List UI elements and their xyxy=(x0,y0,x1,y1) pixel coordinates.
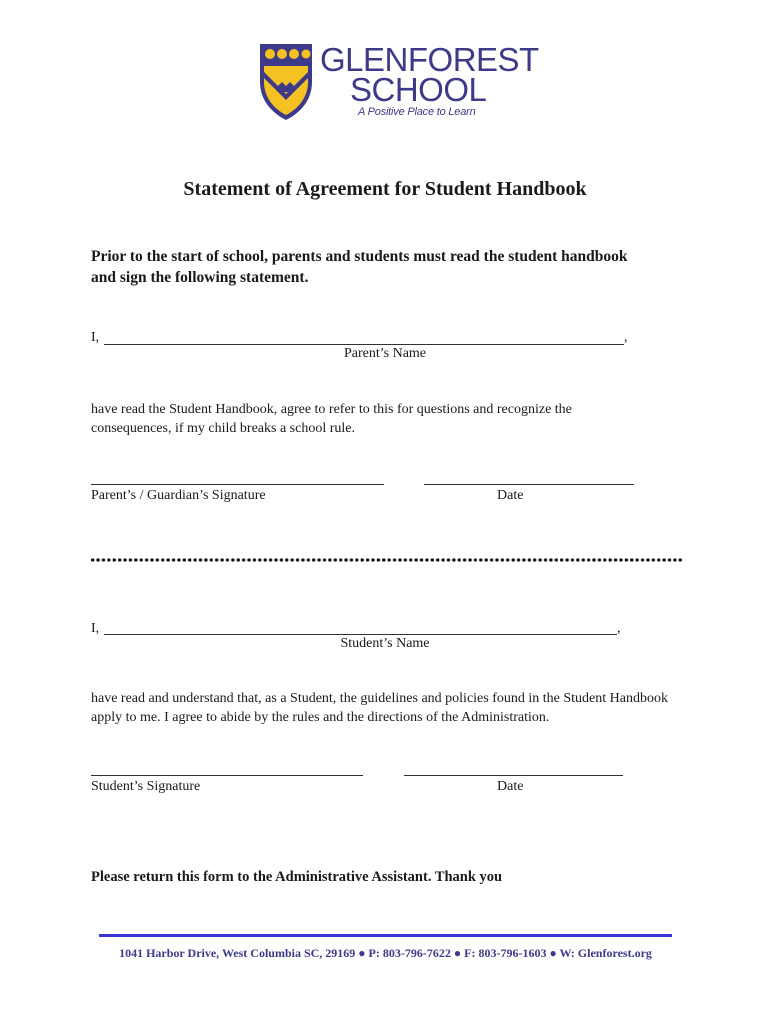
section-divider xyxy=(90,557,682,563)
footer-rule xyxy=(99,934,672,937)
school-crest-icon xyxy=(258,42,314,122)
student-name-caption: Student’s Name xyxy=(340,636,430,651)
parent-date-caption: Date xyxy=(497,488,524,503)
student-date-field[interactable] xyxy=(404,775,623,776)
student-name-prefix: I, xyxy=(91,621,100,636)
intro-text: Prior to the start of school, parents and students must read the student handbook and sign the following statement. xyxy=(91,248,628,286)
student-signature-field[interactable] xyxy=(91,775,363,776)
school-logo xyxy=(258,40,539,124)
parent-name-field[interactable] xyxy=(104,344,624,345)
parent-signature-caption: Parent’s / Guardian’s Signature xyxy=(91,488,266,503)
parent-name-prefix: I, xyxy=(91,330,100,345)
student-signature-caption: Student’s Signature xyxy=(91,779,201,794)
return-instructions: Please return this form to the Administrative Assistant. Thank you xyxy=(91,869,503,885)
student-statement: have read and understand that, as a Student, the guidelines and policies found in the Student Handbook apply to me. I agree to abide by the rules and the directions of the Administration. xyxy=(91,691,668,725)
parent-name-caption: Parent’s Name xyxy=(343,346,427,361)
logo-name-line1: GLENFOREST xyxy=(320,41,539,78)
parent-signature-field[interactable] xyxy=(91,484,384,485)
student-name-suffix: , xyxy=(617,621,621,636)
logo-name-line2: SCHOOL xyxy=(350,71,487,108)
footer-contact: 1041 Harbor Drive, West Columbia SC, 29169 ● P: 803-796-7622 ● F: 803-796-1603 ● W: Glenforest.org xyxy=(119,946,652,960)
student-date-caption: Date xyxy=(497,779,524,794)
parent-date-field[interactable] xyxy=(424,484,634,485)
parent-name-suffix: , xyxy=(624,330,628,345)
student-name-field[interactable] xyxy=(104,634,617,635)
document-title: Statement of Agreement for Student Handbook xyxy=(183,178,587,200)
parent-statement: have read the Student Handbook, agree to refer to this for questions and recognize the consequences, if my child breaks a school rule. xyxy=(91,402,572,436)
logo-tagline: A Positive Place to Learn xyxy=(358,106,476,118)
